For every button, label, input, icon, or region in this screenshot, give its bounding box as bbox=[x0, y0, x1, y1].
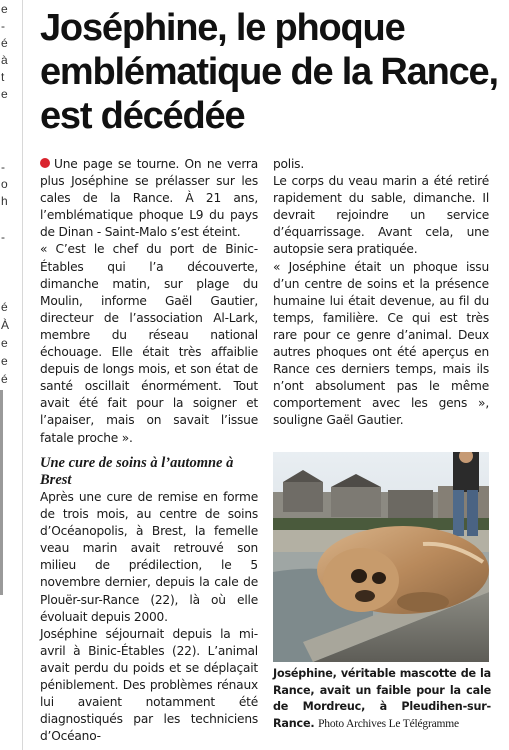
page-edge-bar bbox=[0, 390, 3, 595]
paragraph: « C’est le chef du port de Binic-Étables qui l’a découverte, dimanche matin, sur plage du Moulin, informe Gaël Gautier, directeur de l’association Al-Lark, membre du réseau national échouage. Elle était très affaiblie depuis de longs mois, et son état de santé oscillait énormément. Tout avait été fait pour la soigner et l’apaiser, mais on savait l’issue fatale proche ». bbox=[40, 242, 258, 445]
edge-char: o bbox=[1, 177, 8, 191]
adjacent-column-edge bbox=[0, 0, 23, 750]
edge-char: - bbox=[1, 160, 5, 174]
article-column-1 bbox=[40, 156, 258, 447]
paragraph: Après une cure de remise en forme de trois mois, au centre de soins d’Océanopolis, à Brest, la femelle veau marin avait retrouvé son milieu de prédilection, le 5 novembre dernier, depuis la cale de Plouër-sur-Rance (22), là où elle évoluait depuis 2000. bbox=[40, 490, 258, 624]
edge-char: é bbox=[1, 372, 8, 386]
red-bullet-icon bbox=[40, 158, 50, 168]
article-column-1-continued bbox=[40, 489, 258, 745]
seal-photo bbox=[273, 452, 489, 662]
edge-char: - bbox=[1, 230, 5, 244]
edge-char: t bbox=[1, 70, 5, 84]
paragraph: polis. bbox=[273, 157, 304, 171]
edge-char: - bbox=[1, 19, 5, 33]
edge-char: e bbox=[1, 2, 8, 16]
edge-char: é bbox=[1, 36, 8, 50]
edge-char: h bbox=[1, 194, 8, 208]
article-column-2 bbox=[273, 156, 489, 430]
photo-caption bbox=[273, 666, 491, 732]
paragraph: Le corps du veau marin a été retiré rapidement du sable, dimanche. Il devrait rejoindre un service d’équarrissage. Avant cela, une autopsie sera pratiquée. bbox=[273, 174, 489, 257]
article-headline: Joséphine, le phoque emblématique de la Rance, est décédée bbox=[40, 7, 498, 137]
edge-char: e bbox=[1, 354, 8, 368]
paragraph: « Joséphine était un phoque issu d’un centre de soins et la présence humaine lui était devenue, au fil du temps, familière. Ce qui est très rare pour ce genre d’animal. Deux autres phoques ont été aperçus en Rance ces derniers temps, mais ils n’ont absolument pas le même comportement avec les gens », souligne Gaël Gautier. bbox=[273, 259, 489, 428]
edge-char: e bbox=[1, 87, 8, 101]
edge-char: À bbox=[1, 318, 10, 332]
photo-credit: Photo Archives Le Télégramme bbox=[318, 717, 459, 730]
edge-char: e bbox=[1, 336, 8, 350]
caption-text: Joséphine, véritable mascotte de la Rance, avait un faible pour la cale de Mordreuc, à Pleudihen-sur-Rance. bbox=[273, 667, 491, 730]
lead-text: Une page se tourne. On ne verra plus Joséphine se prélasser sur les cales de la Rance. À 21 ans, l’emblématique phoque L9 du pays de Dinan - Saint-Malo s’est éteint. bbox=[40, 157, 258, 240]
paragraph: Joséphine séjournait depuis la mi-avril à Binic-Étables (22). L’animal avait perdu du poids et se déplaçait péniblement. Des problèmes rénaux lui avaient notamment été diagnostiqués par les techniciens d’Océano- bbox=[40, 626, 258, 744]
section-subhead: Une cure de soins à l’automne à Brest bbox=[40, 455, 234, 488]
edge-char: é bbox=[1, 300, 8, 314]
lead-paragraph bbox=[40, 156, 258, 241]
edge-char: à bbox=[1, 53, 8, 67]
seal-photo-illustration bbox=[273, 452, 489, 662]
